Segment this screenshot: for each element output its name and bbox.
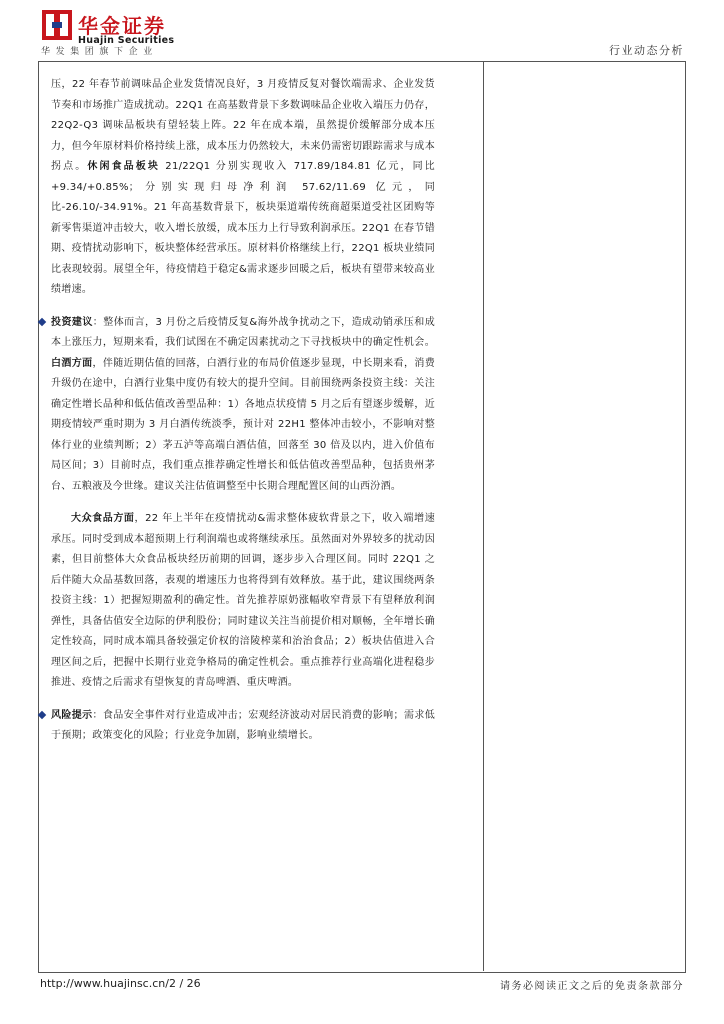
- investment-advice-heading: 投资建议: [51, 316, 93, 328]
- risk-warning-heading: 风险提示: [51, 709, 93, 721]
- huajin-logo-icon: [42, 10, 72, 40]
- baijiu-heading: 白酒方面: [51, 357, 93, 369]
- paragraph-seasoning-snacks: 压，22 年春节前调味品企业发货情况良好，3 月疫情反复对餐饮端需求、企业发货节奏和市场推广造成扰动。22Q1 在高基数背景下多数调味品企业收入端压力仍存，22Q2-Q3 调味品板块有望轻装上阵。22 年在成本端，虽然提价缓解部分成本压力，但今年原材料价格持续上涨，成本压力仍然较大，未来仍需密切跟踪需求与成本拐点。休闲食品板块 21/22Q1 分别实现收入 717.89/184.81 亿元，同比+9.34/+0.85%；分别实现归母净利润 57.62/11.69 亿元，同比-26.10/-34.91%。21 年高基数背景下，板块渠道端传统商超渠道受社区团购等新零售渠道冲击较大，收入增长放缓，成本压力上行导致利润承压。22Q1 在春节错期、疫情扰动影响下，板块整体经营承压。原材料价格继续上行，22Q1 板块业绩同比表现较弱。展望全年，待疫情趋于稳定&需求逐步回暖之后，板块有望带来较高业绩增速。: [51, 79, 435, 295]
- mass-food-heading: 大众食品方面: [71, 513, 135, 524]
- investment-advice-section: [51, 313, 435, 498]
- snack-food-heading: 休闲食品板块: [87, 161, 161, 172]
- paragraph-investment-advice: 投资建议：整体而言，3 月份之后疫情反复&海外战争扰动之下，造成动销承压和成本上涨压力，短期来看，我们试图在不确定因素扰动之下寻找板块中的确定性机会。白酒方面，伴随近期估值的回落，白酒行业的布局价值逐步显现，中长期来看，消费升级仍在途中，白酒行业集中度仍有较大的提升空间。目前围绕两条投资主线：关注确定性增长品种和低估值改善型品种：1）各地点状疫情 5 月之后有望逐步缓解，近期疫情较严重时期为 3 月白酒传统淡季，预计对 22H1 整体冲击较小，不影响对整体行业的业绩判断；2）茅五泸等高端白酒估值，回落至 30 倍及以内，进入价值布局区间；3）目前时点，我们重点推荐确定性增长和低估值改善型品种，包括贵州茅台、五粮液及今世缘。建议关注估值调整至中长期合理配置区间的山西汾酒。: [51, 316, 436, 492]
- paragraph-risk-warning: 风险提示：食品安全事件对行业造成冲击；宏观经济波动对居民消费的影响；需求低于预期；政策变化的风险；行业竞争加剧，影响业绩增长。: [51, 709, 435, 741]
- logo-chinese-name: 华金证券: [78, 14, 166, 38]
- diamond-bullet-icon: [37, 318, 46, 327]
- content-frame: [38, 61, 686, 972]
- footer-url-page[interactable]: http://www.huajinsc.cn/2 / 26: [40, 977, 201, 990]
- risk-warning-section: [51, 706, 435, 747]
- page-header: [38, 8, 686, 62]
- header-tagline: 华发集团旗下企业: [41, 47, 158, 57]
- sidebar-divider: [483, 61, 484, 971]
- logo-english-name: Huajin Securities: [78, 35, 175, 46]
- paragraph-mass-food: 大众食品方面，22 年上半年在疫情扰动&需求整体疲软背景之下，收入端增速承压。同时受到成本超预期上行利润端也或将继续承压。虽然面对外界较多的扰动因素，但目前整体大众食品板块经历前期的回调，逐步步入合理区间。同时 22Q1 之后伴随大众品基数回落，表观的增速压力也将得到有效释放。基于此，建议围绕两条投资主线：1）把握短期盈利的确定性。首先推荐原奶涨幅收窄背景下有望释放利润弹性，具备估值安全边际的伊利股份；同时建议关注当前提价相对顺畅，全年增长确定性较高，同时成本端具备较强定价权的涪陵榨菜和治治食品；2）板块估值进入合理区间之后，把握中长期行业竞争格局的确定性机会。重点推荐行业高端化进程稳步推进、疫情之后需求有望恢复的青岛啤酒、重庆啤酒。: [51, 513, 435, 688]
- report-type-label: 行业动态分析: [609, 44, 684, 57]
- diamond-bullet-icon: [37, 711, 46, 720]
- main-text-column: [51, 75, 435, 747]
- footer-divider: [38, 972, 686, 973]
- footer-disclaimer: 请务必阅读正文之后的免责条款部分: [500, 981, 684, 992]
